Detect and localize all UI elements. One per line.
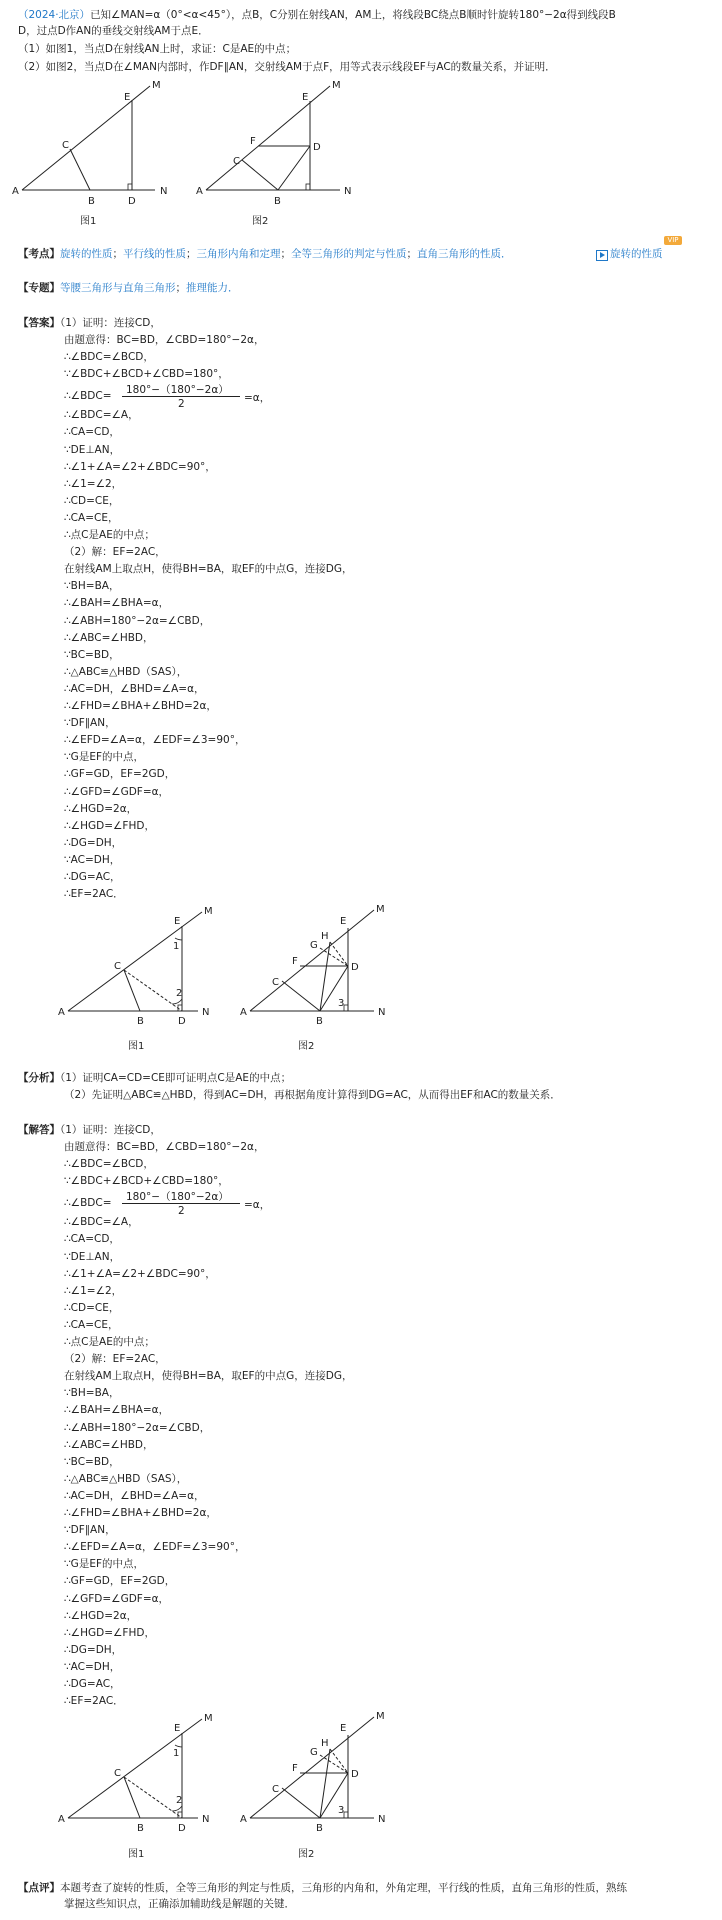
question-fig2-caption: 图2 [252, 216, 269, 227]
sol-fig1-label-c: C [114, 1768, 121, 1779]
sol-fig2-angle-3: 3 [338, 998, 345, 1009]
dianping-label: 【点评】 [18, 1882, 60, 1894]
sol-fig2-label-f: F [292, 956, 298, 967]
solution-line: ∴∠1+∠A=∠2+∠BDC=90°， [64, 460, 216, 473]
solution-line: ∴∠FHD=∠BHA+∠BHD=2α， [64, 1507, 217, 1519]
sol-fig2-label-d: D [351, 1769, 359, 1780]
fraction-suffix: =α， [244, 392, 271, 405]
solution-line: ∵DE⊥AN， [64, 443, 121, 456]
video-icon[interactable] [596, 250, 608, 261]
sol-fig1-label-n: N [202, 1007, 210, 1018]
question-source-tag[interactable]: （2024·北京） [18, 9, 91, 21]
fig1-label-m: M [152, 80, 161, 91]
sol-fig1-label-m: M [204, 906, 213, 917]
fig2-label-m: M [332, 80, 341, 91]
fraction-suffix: =α， [244, 1199, 271, 1212]
solution-line: ∴∠ABH=180°−2α=∠CBD， [64, 614, 211, 627]
solution-line: ∴△ABC≌△HBD（SAS）， [64, 1472, 188, 1485]
sol-fig1-label-b: B [137, 1823, 144, 1834]
question-figure-2 [196, 80, 351, 207]
solution-line: ∵BC=BD， [64, 1455, 120, 1468]
fig1-label-e: E [124, 92, 131, 103]
solution-line: ∴∠BDC=∠A， [64, 1216, 139, 1229]
solution-line: 由题意得：BC=BD，∠CBD=180°−2α， [64, 334, 265, 346]
solution-line: ∴∠HGD=∠FHD， [64, 819, 155, 832]
kaodian-item-5[interactable]: 旋转的性质 [610, 248, 663, 260]
kaodian-label: 【考点】 [18, 248, 60, 260]
fenxi-line-1: （1）证明CA=CD=CE即可证明点C是AE的中点； [60, 1072, 292, 1084]
solution-line: ∴∠1+∠A=∠2+∠BDC=90°， [64, 1267, 216, 1280]
fig2-label-e: E [302, 92, 309, 103]
dianping-row-1 [18, 1881, 627, 1895]
sol-fig1-angle-2: 2 [176, 988, 183, 999]
solution-fig2-caption: 图2 [298, 1041, 315, 1052]
solution-line: ∴CD=CE， [64, 1301, 120, 1314]
question-figures [10, 78, 352, 228]
solution-line: ∴DG=DH， [64, 1643, 123, 1656]
solution-line: ∴DG=AC， [64, 1678, 121, 1690]
solution-line: ∴∠HGD=∠FHD， [64, 1626, 155, 1639]
fenxi-label: 【分析】 [18, 1072, 60, 1084]
solution-line: ∴CA=CE， [64, 511, 119, 524]
fig1-label-d: D [128, 196, 136, 207]
solution-line: ∴∠ABH=180°−2α=∠CBD， [64, 1421, 211, 1434]
question-part-2: （2）如图2，当点D在∠MAN内部时，作DF∥AN，交射线AM于点F，用等式表示线段EF与AC的数量关系，并证明． [18, 61, 556, 73]
sol-fig2-angle-3: 3 [338, 1805, 345, 1816]
sol-fig1-angle-1: 1 [173, 1748, 180, 1759]
answer-first-line: （1）证明：连接CD， [60, 317, 161, 329]
sol-fig1-label-e: E [174, 916, 181, 927]
solution-line: ∴GF=GD，EF=2GD， [64, 1575, 176, 1588]
solution-line: ∵BH=BA， [64, 1387, 120, 1400]
solution-figures [56, 1713, 386, 1848]
fraction-numerator: 180°−（180°−2α） [126, 384, 229, 397]
sol-fig2-label-b: B [316, 1016, 323, 1027]
jieda-header [18, 1123, 161, 1137]
solution-line: ∴CD=CE， [64, 494, 120, 507]
fig2-label-d: D [313, 142, 321, 153]
solution-line: ∴∠1=∠2， [64, 477, 123, 490]
solution-line: ∴△ABC≌△HBD（SAS）， [64, 665, 188, 678]
sol-fig2-label-b: B [316, 1823, 323, 1834]
solution-line: ∴∠BAH=∠BHA=α， [64, 1404, 170, 1417]
solution-line: 由题意得：BC=BD，∠CBD=180°−2α， [64, 1141, 265, 1153]
fig1-label-a: A [12, 186, 19, 197]
sol-fig2-label-a: A [240, 1814, 247, 1825]
question-fig1-caption: 图1 [80, 216, 97, 227]
solution-line: ∵AC=DH， [64, 853, 121, 866]
fig1-label-c: C [62, 140, 69, 151]
sol-fig1-label-m: M [204, 1713, 213, 1724]
solution-line: ∴AC=DH，∠BHD=∠A=α， [64, 1489, 205, 1502]
zhuanti-item-1[interactable]: 推理能力． [186, 282, 239, 294]
solution-line: ∴∠HGD=2α， [64, 802, 138, 815]
jieda-first-line: （1）证明：连接CD， [60, 1124, 161, 1136]
fenxi-line-2: （2）先证明△ABC≌△HBD，得到AC=DH，再根据角度计算得到DG=AC，从而得出EF和AC的数量关系． [64, 1089, 561, 1101]
zhuanti-label: 【专题】 [18, 282, 60, 294]
sol-fig2-label-c: C [272, 1784, 279, 1795]
question-figure-1 [12, 80, 167, 207]
solution-figure-2 [240, 904, 385, 1027]
solution-line: ∴∠HGD=2α， [64, 1609, 138, 1622]
jieda-label: 【解答】 [18, 1124, 60, 1136]
solution-fig1-caption: 图1 [128, 1041, 145, 1052]
solution-line: ∵G是EF的中点， [64, 751, 144, 764]
fig2-label-b: B [274, 196, 281, 207]
dianping-line-2: 掌握这些知识点，正确添加辅助线是解题的关键． [64, 1898, 295, 1910]
sol-fig2-label-e: E [340, 1723, 347, 1734]
solution-line: ∴CA=CD， [64, 426, 120, 439]
solution-line: ∴∠BDC=∠BCD， [64, 351, 154, 364]
solution-line: ∴EF=2AC． [64, 1695, 124, 1708]
sol-fig2-label-n: N [378, 1814, 386, 1825]
sol-fig1-label-n: N [202, 1814, 210, 1825]
kaodian-item-4[interactable]: 直角三角形的性质． [417, 248, 512, 260]
sol-fig1-angle-1: 1 [173, 941, 180, 952]
fraction-bar [122, 1203, 240, 1204]
vip-badge: VIP [664, 236, 682, 245]
kaodian-item-2[interactable]: 三角形内角和定理 [196, 248, 281, 260]
fraction-denominator: 2 [178, 398, 185, 411]
solution-line: ∵DF∥AN， [64, 1524, 116, 1537]
question-line-1 [18, 8, 616, 22]
question-text-1: 已知∠MAN=α（0°<α<45°），点B，C分别在射线AN，AM上，将线段BC绕点B顺时针旋转180°−2α得到线段B [90, 9, 616, 21]
kaodian-item-0[interactable]: 旋转的性质 [60, 248, 113, 260]
solution-line: ∴CA=CD， [64, 1233, 120, 1246]
answer-label: 【答案】 [18, 317, 60, 329]
solution-line: ∴∠GFD=∠GDF=α， [64, 785, 170, 798]
kaodian-item-3[interactable]: 全等三角形的判定与性质 [291, 248, 407, 260]
solution-line: ∴∠EFD=∠A=α，∠EDF=∠3=90°， [64, 1541, 246, 1554]
solution-line: 在射线AM上取点H，使得BH=BA，取EF的中点G，连接DG， [64, 1370, 353, 1383]
fraction-prefix: ∴∠BDC= [64, 1197, 112, 1210]
solution-line: ∴∠1=∠2， [64, 1284, 123, 1297]
solution-line: ∴∠GFD=∠GDF=α， [64, 1592, 170, 1605]
sol-fig2-label-f: F [292, 1763, 298, 1774]
sol-fig2-label-h: H [321, 1738, 329, 1749]
solution-line: ∴AC=DH，∠BHD=∠A=α， [64, 682, 205, 695]
sol-fig2-label-g: G [310, 940, 318, 951]
kaodian-sep: ； [112, 248, 123, 260]
solution-line: ∵∠BDC+∠BCD+∠CBD=180°， [64, 1175, 229, 1188]
answer-header [18, 316, 161, 330]
kaodian-sep: ； [280, 248, 291, 260]
fig2-label-c: C [233, 156, 240, 167]
sol-fig2-label-e: E [340, 916, 347, 927]
zhuanti-sep: ； [175, 282, 186, 294]
solution-line: （2）解：EF=2AC， [64, 546, 166, 559]
sol-fig2-label-c: C [272, 977, 279, 988]
solution-line: ∵DF∥AN， [64, 717, 116, 730]
solution-line: ∵G是EF的中点， [64, 1558, 144, 1571]
fig2-label-n: N [344, 186, 352, 197]
fraction-bar [122, 396, 240, 397]
solution-line: ∴GF=GD，EF=2GD， [64, 768, 176, 781]
solution-line: ∴点C是AE的中点； [64, 1336, 155, 1348]
solution-figure-1 [58, 906, 213, 1027]
solution-line: ∴DG=DH， [64, 836, 123, 849]
solution-line: 在射线AM上取点H，使得BH=BA，取EF的中点G，连接DG， [64, 563, 353, 576]
solution-line: ∵BH=BA， [64, 580, 120, 593]
solution-line: ∴∠BDC=∠BCD， [64, 1158, 154, 1171]
kaodian-item-1[interactable]: 平行线的性质 [123, 248, 186, 260]
fraction-numerator: 180°−（180°−2α） [126, 1191, 229, 1204]
solution-line: ∴∠BAH=∠BHA=α， [64, 597, 170, 610]
question-part-1: （1）如图1，当点D在射线AN上时，求证：C是AE的中点； [18, 43, 297, 55]
sol-fig1-label-d: D [178, 1823, 186, 1834]
solution-line: ∵AC=DH， [64, 1660, 121, 1673]
solution-line: ∴∠EFD=∠A=α，∠EDF=∠3=90°， [64, 734, 246, 747]
sol-fig1-label-a: A [58, 1007, 65, 1018]
kaodian-sep: ； [186, 248, 197, 260]
sol-fig2-label-m: M [376, 1711, 385, 1722]
fig2-label-a: A [196, 186, 203, 197]
solution-line: ∴EF=2AC． [64, 888, 124, 901]
solution-fig1-caption: 图1 [128, 1849, 145, 1860]
sol-fig2-label-n: N [378, 1007, 386, 1018]
solution-line: ∴∠ABC=∠HBD， [64, 631, 154, 644]
fig1-label-b: B [88, 196, 95, 207]
solution-line: ∴∠ABC=∠HBD， [64, 1438, 154, 1451]
sol-fig2-label-d: D [351, 962, 359, 973]
solution-line: ∴∠BDC=∠A， [64, 409, 139, 422]
solution-line: ∴∠FHD=∠BHA+∠BHD=2α， [64, 700, 217, 712]
solution-fig2-caption: 图2 [298, 1849, 315, 1860]
solution-line: ∴点C是AE的中点； [64, 529, 155, 541]
zhuanti-row [18, 281, 239, 295]
question-text-2: D，过点D作AN的垂线交射线AM于点E． [18, 25, 209, 37]
sol-fig2-label-m: M [376, 904, 385, 915]
sol-fig1-label-c: C [114, 961, 121, 972]
fig2-label-f: F [250, 136, 256, 147]
sol-fig1-label-a: A [58, 1814, 65, 1825]
sol-fig1-angle-2: 2 [176, 1795, 183, 1806]
sol-fig2-label-g: G [310, 1747, 318, 1758]
solution-figure-2 [240, 1711, 385, 1834]
solution-line: （2）解：EF=2AC， [64, 1353, 166, 1366]
fraction-denominator: 2 [178, 1205, 185, 1218]
solution-figures [56, 906, 386, 1041]
solution-line: ∵BC=BD， [64, 648, 120, 661]
fraction-prefix: ∴∠BDC= [64, 390, 112, 403]
sol-fig1-label-d: D [178, 1016, 186, 1027]
zhuanti-item-0[interactable]: 等腰三角形与直角三角形 [60, 282, 176, 294]
sol-fig2-label-h: H [321, 931, 329, 942]
solution-figure-1 [58, 1713, 213, 1834]
solution-line: ∵∠BDC+∠BCD+∠CBD=180°， [64, 368, 229, 381]
solution-line: ∴DG=AC， [64, 871, 121, 883]
sol-fig1-label-e: E [174, 1723, 181, 1734]
solution-line: ∵DE⊥AN， [64, 1250, 121, 1263]
dianping-line-1: 本题考查了旋转的性质，全等三角形的判定与性质，三角形的内角和，外角定理，平行线的性质，直角三角形的性质，熟练 [60, 1882, 627, 1894]
kaodian-sep: ； [406, 248, 417, 260]
fenxi-row-1 [18, 1071, 291, 1085]
sol-fig1-label-b: B [137, 1016, 144, 1027]
sol-fig2-label-a: A [240, 1007, 247, 1018]
solution-line: ∴CA=CE， [64, 1318, 119, 1331]
fig1-label-n: N [160, 186, 168, 197]
kaodian-row [18, 247, 512, 261]
